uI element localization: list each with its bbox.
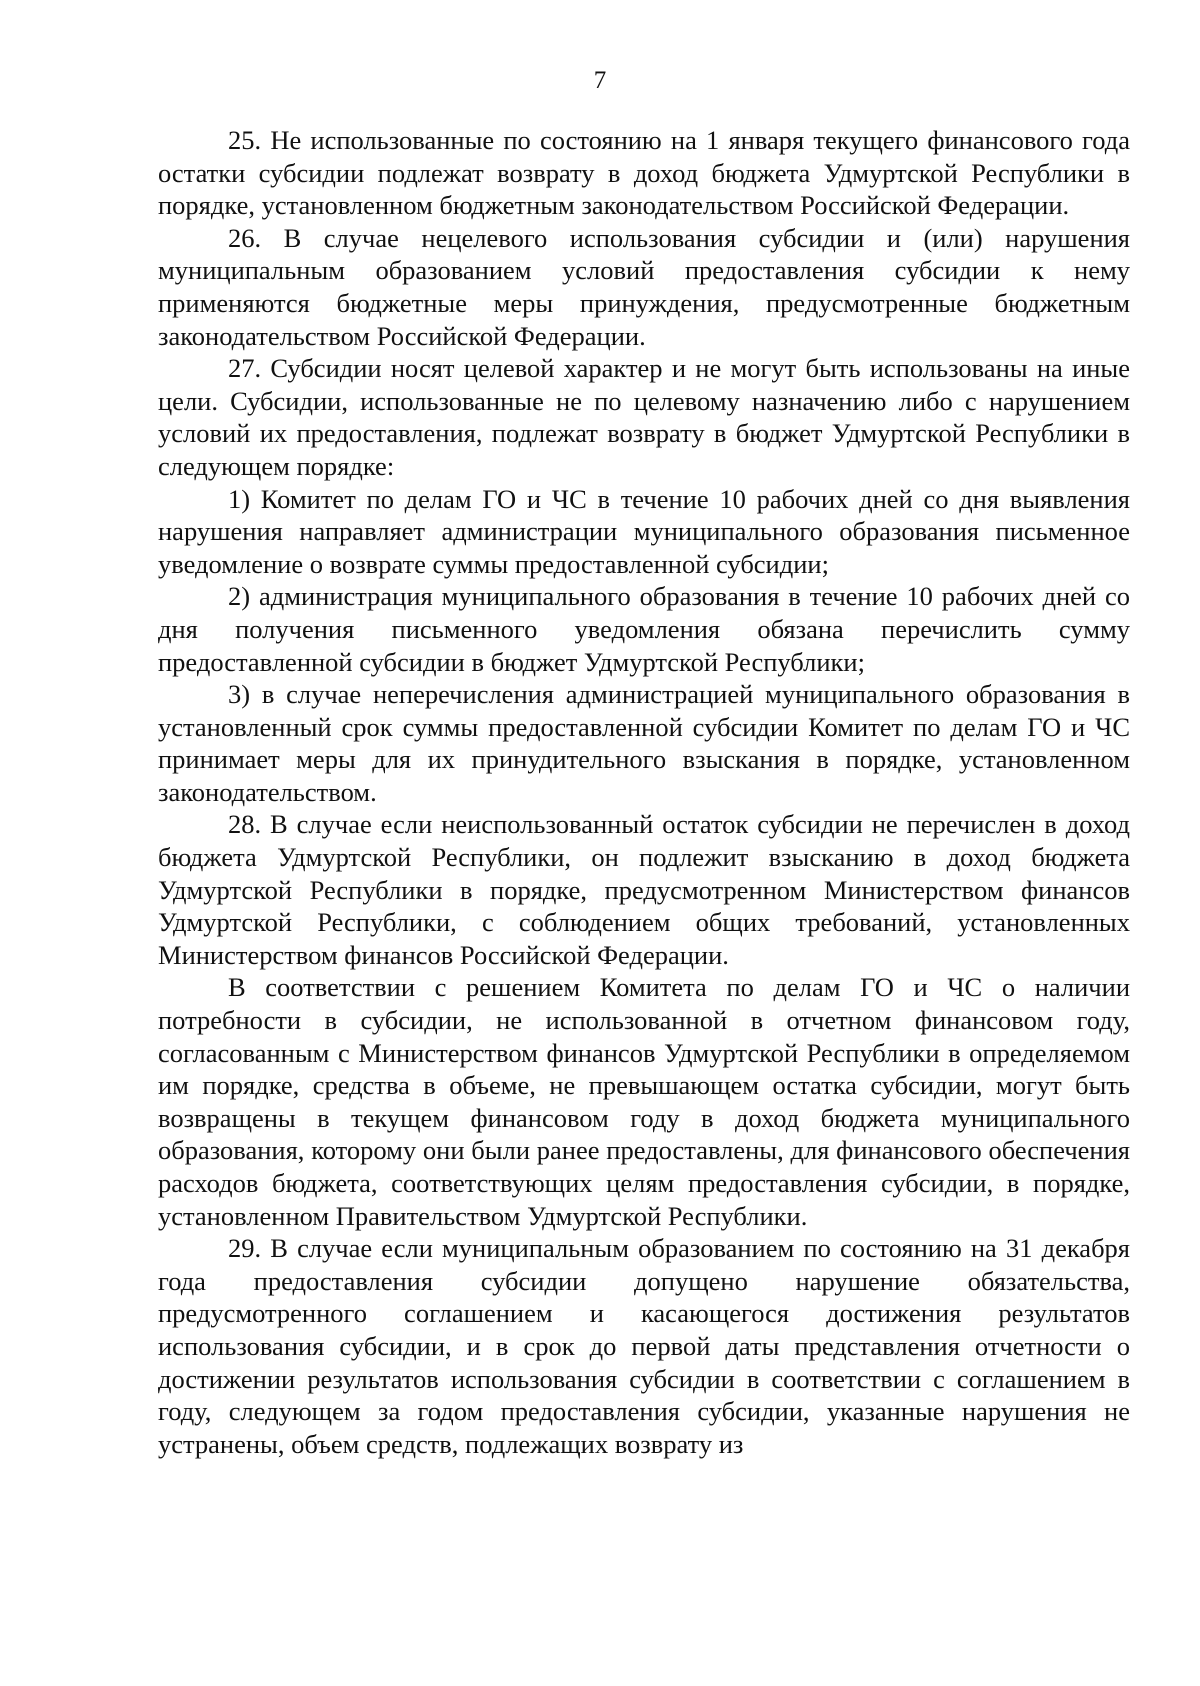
- paragraph-26: 26. В случае нецелевого использования субсидии и (или) нарушения муниципальным образованием условий предоставления субсидии к нему применяются бюджетные меры принуждения, предусмотренные бюджетным законодательством Российской Федерации.: [158, 222, 1130, 351]
- page-number: 7: [593, 67, 607, 94]
- paragraph-29: 29. В случае если муниципальным образованием по состоянию на 31 декабря года предоставления субсидии допущено нарушение обязательства, предусмотренного соглашением и касающегося достижения результатов использования субсидии, и в срок до первой даты представления отчетности о достижении результатов использования субсидии в соответствии с соглашением в году, следующем за годом предоставления субсидии, указанные нарушения не устранены, объем средств, подлежащих возврату из: [158, 1233, 1130, 1459]
- list-item-2: 2) администрация муниципального образования в течение 10 рабочих дней со дня получения письменного уведомления обязана перечислить сумму предоставленной субсидии в бюджет Удмуртской Республики;: [158, 581, 1130, 677]
- paragraph-27: 27. Субсидии носят целевой характер и не могут быть использованы на иные цели. Субсидии, использованные не по целевому назначению либо с нарушением условий их предоставления, подлежат возврату в бюджет Удмуртской Республики в следующем порядке:: [158, 353, 1130, 481]
- paragraph-25: 25. Не использованные по состоянию на 1 января текущего финансового года остатки субсидии подлежат возврату в доход бюджета Удмуртской Республики в порядке, установленном бюджетным законодательством Российской Федерации.: [158, 125, 1130, 221]
- list-item-1: 1) Комитет по делам ГО и ЧС в течение 10 рабочих дней со дня выявления нарушения направляет администрации муниципального образования письменное уведомление о возврате суммы предоставленной субсидии;: [158, 483, 1130, 579]
- list-item-3: 3) в случае неперечисления администрацией муниципального образования в установленный срок суммы предоставленной субсидии Комитет по делам ГО и ЧС принимает меры для их принудительного взыскания в порядке, установленном законодательством.: [158, 679, 1130, 807]
- paragraph-28: 28. В случае если неиспользованный остаток субсидии не перечислен в доход бюджета Удмуртской Республики, он подлежит взысканию в доход бюджета Удмуртской Республики в порядке, предусмотренном Министерством финансов Удмуртской Республики, с соблюдением общих требований, установленных Министерством финансов Российской Федерации.: [158, 809, 1130, 970]
- paragraph-28-continuation: В соответствии с решением Комитета по делам ГО и ЧС о наличии потребности в субсидии, не использованной в отчетном финансовом году, согласованным с Министерством финансов Удмуртской Республики в определяемом им порядке, средства в объеме, не превышающем остатка субсидии, могут быть возвращены в текущем финансовом году в доход бюджета муниципального образования, которому они были ранее предоставлены, для финансового обеспечения расходов бюджета, соответствующих целям предоставления субсидии, в порядке, установленном Правительством Удмуртской Республики.: [158, 972, 1130, 1231]
- document-body: [158, 124, 1130, 1460]
